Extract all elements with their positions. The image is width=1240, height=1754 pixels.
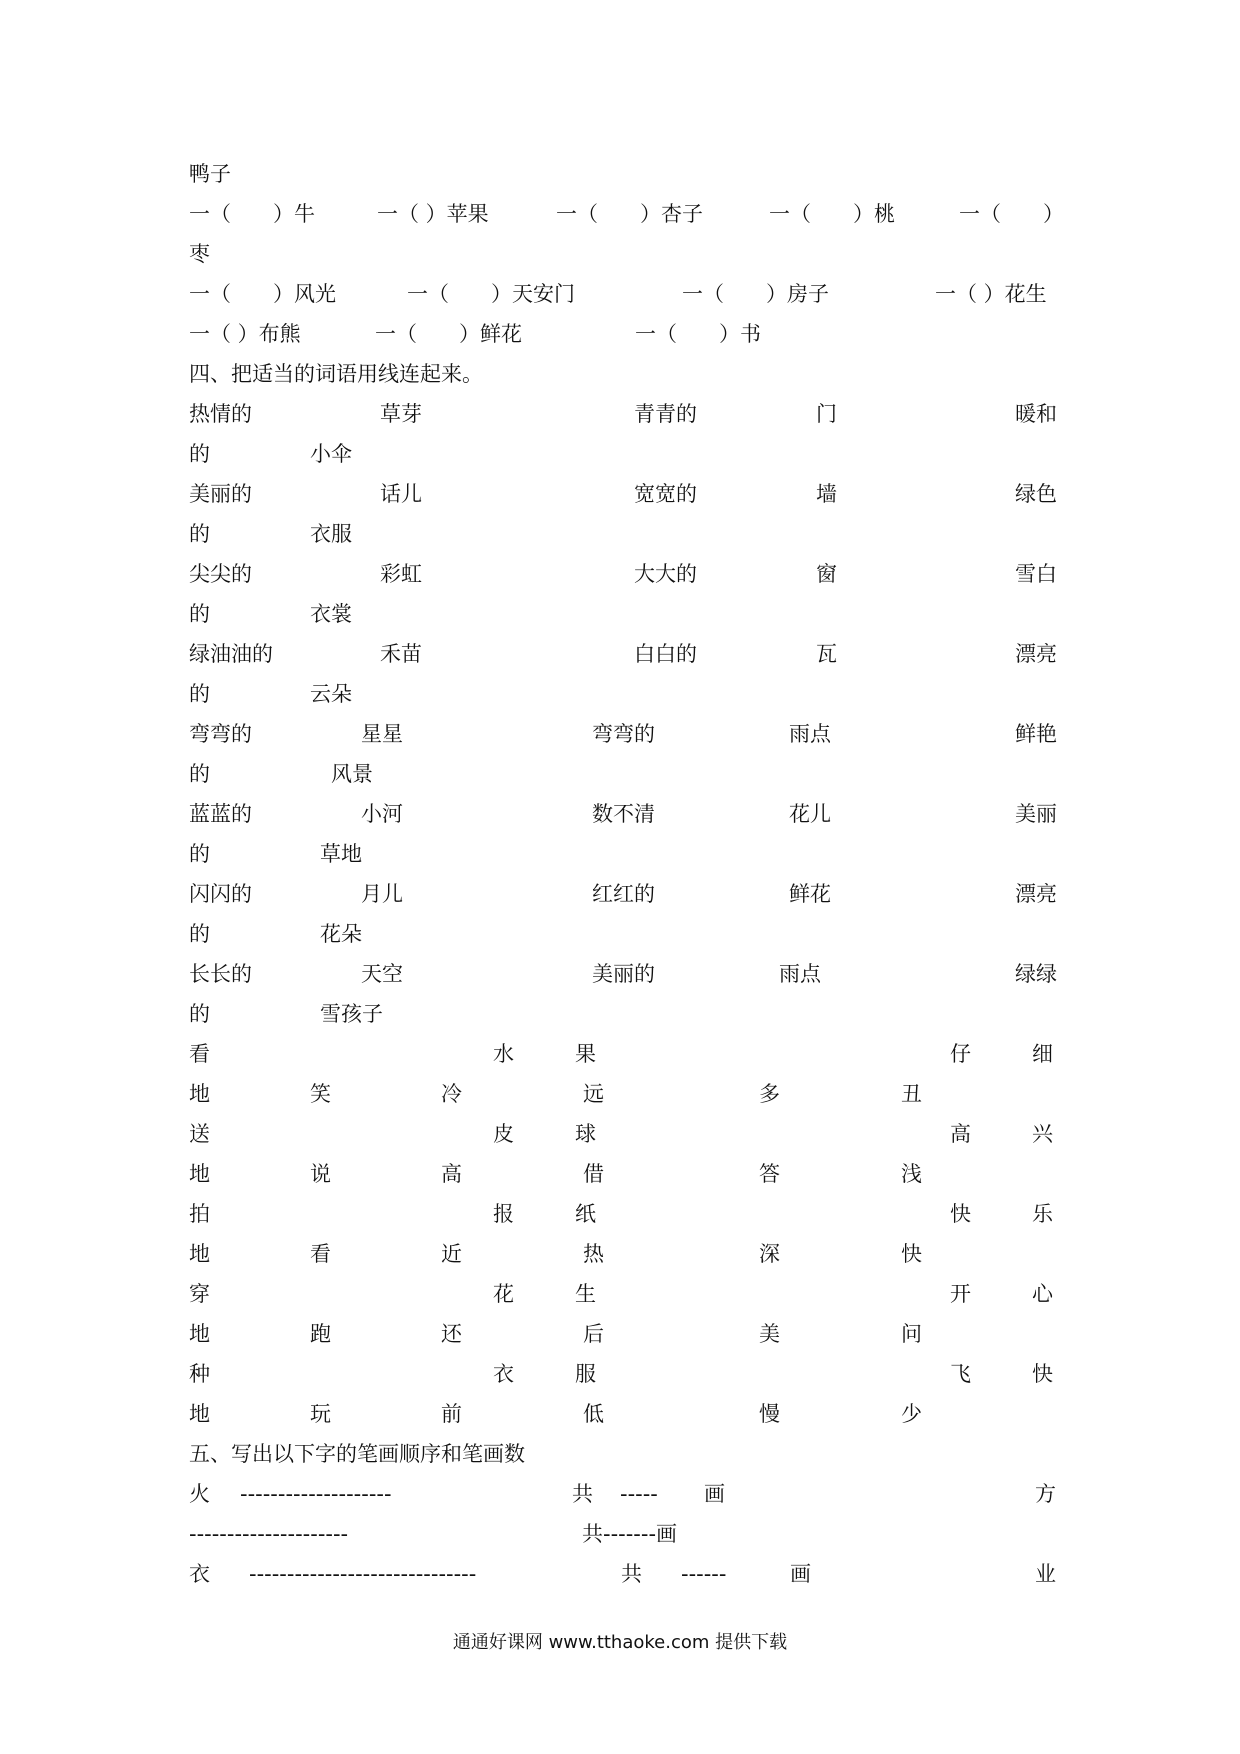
grid-row: [189, 1234, 1059, 1274]
text-cell: 美丽: [1015, 802, 1057, 826]
text-cell: 快: [901, 1242, 922, 1266]
text-cell: 地: [189, 1162, 210, 1186]
match-row: [189, 754, 1059, 794]
text-cell: 丑: [901, 1082, 922, 1106]
text-cell: -----: [620, 1482, 658, 1506]
text-cell: 仔: [950, 1042, 971, 1066]
text-cell: 飞: [950, 1362, 971, 1386]
text-cell: 数不清: [592, 802, 655, 826]
grid-row: [189, 1154, 1059, 1194]
stroke-row: [189, 1554, 1059, 1594]
text-cell: 兴: [1032, 1122, 1053, 1146]
text-cell: 绿油油的: [189, 642, 273, 666]
text-cell: 小伞: [310, 442, 352, 466]
text-cell: 画: [790, 1562, 811, 1586]
text-cell: 穿: [189, 1282, 210, 1306]
text-cell: 的: [189, 682, 210, 706]
text-cell: 服: [575, 1362, 596, 1386]
text-cell: 一（ ）布熊: [189, 322, 301, 346]
text-cell: 生: [575, 1282, 596, 1306]
text-cell: 一（ ）书: [635, 322, 761, 346]
text-cell: 的: [189, 842, 210, 866]
text-cell: 雨点: [779, 962, 821, 986]
grid-row: [189, 1114, 1059, 1154]
text-cell: 热情的: [189, 402, 252, 426]
grid-row: [189, 1314, 1059, 1354]
match-row: [189, 594, 1059, 634]
text-cell: 衣: [189, 1562, 210, 1586]
match-row: [189, 674, 1059, 714]
text-cell: 衣服: [310, 522, 352, 546]
text-cell: 借: [583, 1162, 604, 1186]
text-cell: 绿色: [1015, 482, 1057, 506]
match-row: [189, 874, 1059, 914]
measure-row: [189, 274, 1059, 314]
text-cell: 看: [310, 1242, 331, 1266]
section-4-title: 四、把适当的词语用线连起来。: [189, 362, 483, 386]
match-row: [189, 994, 1059, 1034]
text-cell: 枣: [189, 242, 210, 266]
text-cell: 衣裳: [310, 602, 352, 626]
text-cell: 笑: [310, 1082, 331, 1106]
text-cell: 的: [189, 1002, 210, 1026]
text-cell: 宽宽的: [634, 482, 697, 506]
text-cell: 玩: [310, 1402, 331, 1426]
text-cell: 一（ ）杏子: [556, 202, 703, 226]
text-cell: 花儿: [789, 802, 831, 826]
text-cell: 闪闪的: [189, 882, 252, 906]
text-cell: 问: [901, 1322, 922, 1346]
match-row: [189, 954, 1059, 994]
text-cell: 远: [583, 1082, 604, 1106]
text-cell: 的: [189, 922, 210, 946]
text-cell: 低: [583, 1402, 604, 1426]
match-row: [189, 554, 1059, 594]
match-row: [189, 914, 1059, 954]
stroke-row: [189, 1514, 1059, 1554]
text-cell: 花: [493, 1282, 514, 1306]
text-cell: 跑: [310, 1322, 331, 1346]
text-cell: 皮: [493, 1122, 514, 1146]
text-cell: 话儿: [380, 482, 422, 506]
match-row: [189, 514, 1059, 554]
text-cell: 窗: [816, 562, 837, 586]
text-cell: 的: [189, 602, 210, 626]
match-row: [189, 714, 1059, 754]
text-cell: 大大的: [634, 562, 697, 586]
text-cell: 答: [759, 1162, 780, 1186]
text-cell: 乐: [1032, 1202, 1053, 1226]
text-cell: 共: [621, 1562, 642, 1586]
text-cell: 草芽: [380, 402, 422, 426]
match-row: [189, 434, 1059, 474]
text-cell: 雪白: [1015, 562, 1057, 586]
text-cell: 种: [189, 1362, 210, 1386]
match-row: [189, 634, 1059, 674]
grid-row: [189, 1354, 1059, 1394]
match-row: [189, 834, 1059, 874]
text-cell: 后: [583, 1322, 604, 1346]
grid-row: [189, 1194, 1059, 1234]
text-cell: 长长的: [189, 962, 252, 986]
page-footer: 通通好课网 www.tthaoke.com 提供下载: [452, 1632, 788, 1653]
stroke-row: [189, 1474, 1059, 1514]
text-cell: 禾苗: [380, 642, 422, 666]
text-cell: 雪孩子: [320, 1002, 383, 1026]
text-cell: 拍: [189, 1202, 210, 1226]
text-cell: 一（ ）鲜花: [375, 322, 522, 346]
text-cell: 少: [901, 1402, 922, 1426]
text-cell: 地: [189, 1402, 210, 1426]
text-cell: 的: [189, 442, 210, 466]
text-cell: 方: [1035, 1482, 1056, 1506]
text-cell: 花朵: [320, 922, 362, 946]
text-cell: 风景: [331, 762, 373, 786]
text-cell: 鸭子: [189, 162, 231, 186]
text-cell: 的: [189, 522, 210, 546]
match-row: [189, 794, 1059, 834]
text-cell: 冷: [441, 1082, 462, 1106]
measure-row: [189, 154, 1059, 194]
text-cell: 送: [189, 1122, 210, 1146]
text-cell: 云朵: [310, 682, 352, 706]
text-cell: 暖和: [1015, 402, 1057, 426]
text-cell: 地: [189, 1242, 210, 1266]
text-cell: 说: [310, 1162, 331, 1186]
text-cell: 草地: [320, 842, 362, 866]
text-cell: 青青的: [634, 402, 697, 426]
text-cell: 彩虹: [380, 562, 422, 586]
text-cell: 球: [575, 1122, 596, 1146]
text-cell: 漂亮: [1015, 882, 1057, 906]
text-cell: 细: [1032, 1042, 1053, 1066]
text-cell: 前: [441, 1402, 462, 1426]
section-5-title: 五、写出以下字的笔画顺序和笔画数: [189, 1442, 525, 1466]
text-cell: 共-------画: [582, 1522, 678, 1546]
text-cell: 小河: [361, 802, 403, 826]
text-cell: ------: [681, 1562, 727, 1586]
text-cell: 开: [950, 1282, 971, 1306]
text-cell: 尖尖的: [189, 562, 252, 586]
grid-row: [189, 1274, 1059, 1314]
text-cell: 美丽的: [592, 962, 655, 986]
text-cell: 多: [759, 1082, 780, 1106]
measure-row: [189, 194, 1064, 234]
text-cell: 报: [493, 1202, 514, 1226]
text-cell: 红红的: [592, 882, 655, 906]
match-row: [189, 474, 1059, 514]
text-cell: 一（ ）桃: [769, 202, 895, 226]
text-cell: 纸: [575, 1202, 596, 1226]
text-cell: 鲜花: [789, 882, 831, 906]
grid-row: [189, 1034, 1059, 1074]
text-cell: 月儿: [361, 882, 403, 906]
text-cell: 快: [950, 1202, 971, 1226]
text-cell: 浅: [901, 1162, 922, 1186]
text-cell: 火: [189, 1482, 210, 1506]
text-cell: 的: [189, 762, 210, 786]
match-row: [189, 394, 1059, 434]
text-cell: 一（ ）牛: [189, 202, 315, 226]
text-cell: 近: [441, 1242, 462, 1266]
measure-row: [189, 314, 1059, 354]
grid-row: [189, 1394, 1059, 1434]
text-cell: 高: [441, 1162, 462, 1186]
text-cell: 看: [189, 1042, 210, 1066]
text-cell: 共: [572, 1482, 593, 1506]
text-cell: 高: [950, 1122, 971, 1146]
measure-row: [189, 234, 1059, 274]
text-cell: 绿绿: [1015, 962, 1057, 986]
text-cell: ---------------------: [189, 1522, 349, 1546]
text-cell: 美: [759, 1322, 780, 1346]
text-cell: 门: [816, 402, 837, 426]
text-cell: 果: [575, 1042, 596, 1066]
text-cell: 业: [1035, 1562, 1056, 1586]
text-cell: 衣: [493, 1362, 514, 1386]
text-cell: --------------------: [240, 1482, 392, 1506]
text-cell: 弯弯的: [592, 722, 655, 746]
text-cell: 星星: [361, 722, 403, 746]
text-cell: 一（ ）天安门: [407, 282, 575, 306]
text-cell: 白白的: [634, 642, 697, 666]
text-cell: 还: [441, 1322, 462, 1346]
text-cell: 水: [493, 1042, 514, 1066]
text-cell: 墙: [816, 482, 837, 506]
text-cell: 蓝蓝的: [189, 802, 252, 826]
text-cell: 漂亮: [1015, 642, 1057, 666]
text-cell: 快: [1032, 1362, 1053, 1386]
text-cell: 天空: [361, 962, 403, 986]
text-cell: 慢: [759, 1402, 780, 1426]
text-cell: 画: [704, 1482, 725, 1506]
grid-row: [189, 1074, 1059, 1114]
text-cell: 心: [1032, 1282, 1053, 1306]
text-cell: 一（ ）苹果: [377, 202, 489, 226]
text-cell: 鲜艳: [1015, 722, 1057, 746]
text-cell: 雨点: [789, 722, 831, 746]
text-cell: 深: [759, 1242, 780, 1266]
text-cell: 瓦: [816, 642, 837, 666]
text-cell: 一（ ）风光: [189, 282, 336, 306]
text-cell: ------------------------------: [249, 1562, 477, 1586]
text-cell: 弯弯的: [189, 722, 252, 746]
text-cell: 一（ ）花生: [935, 282, 1047, 306]
text-cell: 地: [189, 1082, 210, 1106]
text-cell: 热: [583, 1242, 604, 1266]
text-cell: 一（ ）房子: [682, 282, 829, 306]
text-cell: 美丽的: [189, 482, 252, 506]
text-cell: 地: [189, 1322, 210, 1346]
text-cell: 一（ ）: [959, 202, 1064, 226]
